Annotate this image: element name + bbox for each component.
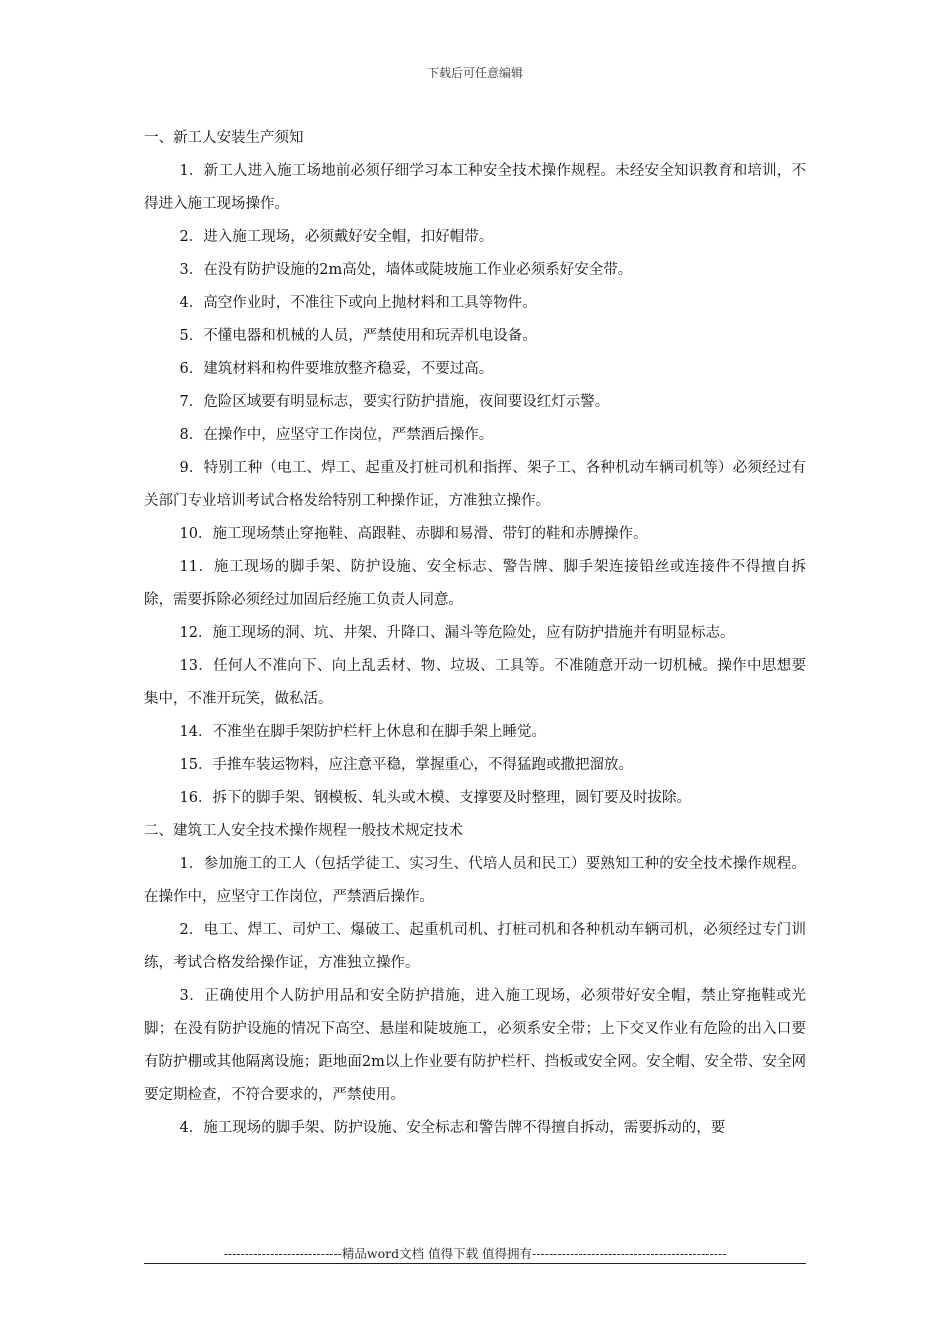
page-header: 下载后可任意编辑	[426, 66, 523, 80]
section-1-item-13: 13．任何人不准向下、向上乱丢材、物、垃圾、工具等。不准随意开动一切机械。操作中思想要集中，不准开玩笑，做私活。	[144, 658, 806, 707]
section-1-item-16: 16．拆下的脚手架、钢模板、轧头或木模、支撑要及时整理，圆钉要及时拔除。	[179, 790, 691, 806]
page-footer: ----------------------------精品word文档 值得下载 值得拥有----------------------------------------------	[223, 1246, 727, 1261]
section-1-item-9: 9．特别工种（电工、焊工、起重及打桩司机和指挥、架子工、各种机动车辆司机等）必须经过有关部门专业培训考试合格发给特别工种操作证，方准独立操作。	[144, 460, 806, 509]
section-1-item-12: 12．施工现场的洞、坑、井架、升降口、漏斗等危险处，应有防护措施并有明显标志。	[179, 625, 735, 641]
section-1-item-8: 8．在操作中，应坚守工作岗位，严禁酒后操作。	[179, 427, 494, 443]
section-1-title: 一、新工人安装生产须知	[144, 130, 304, 146]
section-1-item-4: 4．高空作业时，不准往下或向上抛材料和工具等物件。	[179, 295, 537, 311]
document-body	[144, 122, 806, 1145]
section-2-item-2: 2．电工、焊工、司炉工、爆破工、起重机司机、打桩司机和各种机动车辆司机，必须经过专门训练，考试合格发给操作证，方准独立操作。	[144, 922, 806, 971]
section-1-item-3: 3．在没有防护设施的2m高处，墙体或陡坡施工作业必须系好安全带。	[179, 262, 633, 278]
section-1-item-1: 1．新工人进入施工场地前必须仔细学习本工种安全技术操作规程。未经安全知识教育和培训，不得进入施工现场操作。	[144, 163, 806, 212]
section-2-item-3: 3．正确使用个人防护用品和安全防护措施，进入施工现场，必须带好安全帽，禁止穿拖鞋或光脚；在没有防护设施的情况下高空、悬崖和陡坡施工，必须系安全带；上下交叉作业有危险的出入口要有防护棚或其他隔离设施；距地面2m以上作业要有防护栏杆、挡板或安全网。安全帽、安全带、安全网要定期检查，不符合要求的，严禁使用。	[144, 988, 806, 1103]
section-1-item-2: 2．进入施工现场，必须戴好安全帽，扣好帽带。	[179, 229, 494, 245]
section-1-item-14: 14．不准坐在脚手架防护栏杆上休息和在脚手架上睡觉。	[179, 724, 546, 740]
section-1-item-15: 15．手推车装运物料，应注意平稳，掌握重心，不得猛跑或撒把溜放。	[179, 757, 633, 773]
section-1-item-7: 7．危险区域要有明显标志，要实行防护措施，夜间要设红灯示警。	[179, 394, 610, 410]
footer-divider	[144, 1263, 806, 1264]
section-2-title: 二、建筑工人安全技术操作规程一般技术规定技术	[144, 823, 463, 839]
section-2-item-4: 4．施工现场的脚手架、防护设施、安全标志和警告牌不得擅自拆动，需要拆动的，要	[179, 1120, 726, 1136]
section-2-item-1: 1．参加施工的工人（包括学徒工、实习生、代培人员和民工）要熟知工种的安全技术操作规程。在操作中，应坚守工作岗位，严禁酒后操作。	[144, 856, 806, 905]
section-1-item-5: 5．不懂电器和机械的人员，严禁使用和玩弄机电设备。	[179, 328, 537, 344]
section-1-item-10: 10．施工现场禁止穿拖鞋、高跟鞋、赤脚和易滑、带钉的鞋和赤膊操作。	[179, 526, 648, 542]
section-1-item-6: 6．建筑材料和构件要堆放整齐稳妥，不要过高。	[179, 361, 494, 377]
section-1-item-11: 11．施工现场的脚手架、防护设施、安全标志、警告牌、脚手架连接铅丝或连接件不得擅自拆除，需要拆除必须经过加固后经施工负责人同意。	[144, 559, 806, 608]
